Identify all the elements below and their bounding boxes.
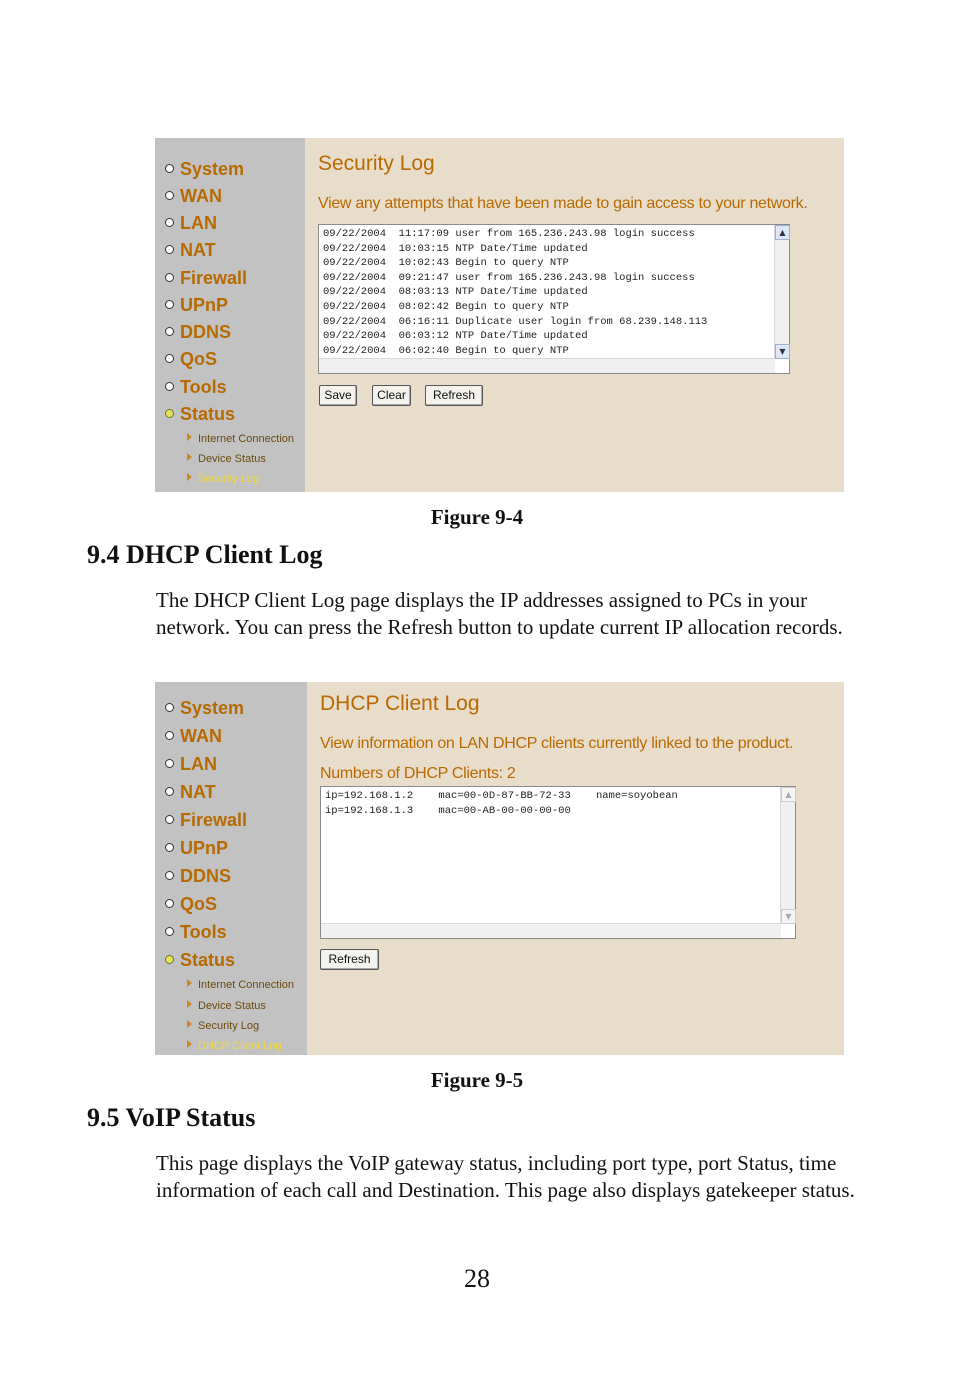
nav-qos[interactable]: QoS <box>165 894 217 915</box>
radio-selected-icon <box>165 955 174 964</box>
subnav-dhcp-client-log[interactable]: DHCP Client Log <box>187 1040 282 1052</box>
dhcp-client-textarea[interactable] <box>320 786 796 939</box>
nav-firewall[interactable]: Firewall <box>165 268 247 289</box>
horizontal-scrollbar[interactable] <box>319 358 775 373</box>
radio-icon <box>165 731 174 740</box>
radio-icon <box>165 382 174 391</box>
log-line: ip=192.168.1.2 mac=00-0D-87-BB-72-33 name=soyobean <box>325 790 678 802</box>
dhcp-client-count: Numbers of DHCP Clients: 2 <box>320 765 516 782</box>
radio-selected-icon <box>165 409 174 418</box>
subnav-internet-connection[interactable]: Internet Connection <box>187 979 294 991</box>
nav-qos[interactable]: QoS <box>165 349 217 370</box>
page-description: View information on LAN DHCP clients currently linked to the product. <box>320 735 794 752</box>
security-log-screenshot <box>155 138 844 492</box>
triangle-icon <box>187 1020 192 1028</box>
radio-icon <box>165 300 174 309</box>
horizontal-scrollbar[interactable] <box>321 923 781 938</box>
figure-caption: Figure 9-4 <box>430 505 524 529</box>
security-log-textarea[interactable] <box>318 224 790 374</box>
radio-icon <box>165 871 174 880</box>
page-description: View any attempts that have been made to gain access to your network. <box>318 195 808 212</box>
nav-wan[interactable]: WAN <box>165 186 222 207</box>
clear-button[interactable]: Clear <box>372 385 411 406</box>
dhcp-client-log-screenshot <box>155 682 844 1055</box>
radio-icon <box>165 245 174 254</box>
nav-firewall[interactable]: Firewall <box>165 810 247 831</box>
nav-wan[interactable]: WAN <box>165 726 222 747</box>
radio-icon <box>165 703 174 712</box>
radio-icon <box>165 815 174 824</box>
radio-icon <box>165 787 174 796</box>
log-line: 09/22/2004 06:03:12 NTP Date/Time updated <box>323 330 588 343</box>
vertical-scrollbar[interactable] <box>774 225 789 359</box>
nav-ddns[interactable]: DDNS <box>165 866 231 887</box>
log-line: 09/22/2004 06:16:11 Duplicate user login from 68.239.148.113 <box>323 315 708 328</box>
subnav-device-status[interactable]: Device Status <box>187 1000 266 1012</box>
refresh-button[interactable]: Refresh <box>425 385 483 406</box>
nav-tools[interactable]: Tools <box>165 377 227 398</box>
nav-system[interactable]: System <box>165 159 244 180</box>
triangle-icon <box>187 473 192 481</box>
log-line: ip=192.168.1.3 mac=00-AB-00-00-00-00 <box>325 804 571 817</box>
page-title: DHCP Client Log <box>320 692 480 715</box>
log-line: 09/22/2004 09:21:47 user from 165.236.243.98 login success <box>323 271 695 284</box>
log-line: 09/22/2004 11:17:09 user from 165.236.243.98 login success <box>323 228 695 240</box>
figure-caption: Figure 9-5 <box>430 1068 524 1092</box>
nav-system[interactable]: System <box>165 698 244 719</box>
nav-lan[interactable]: LAN <box>165 754 217 775</box>
log-line: 09/22/2004 10:03:15 NTP Date/Time updated <box>323 242 588 255</box>
subnav-security-log[interactable]: Security Log <box>187 473 259 485</box>
radio-icon <box>165 218 174 227</box>
scroll-up-icon[interactable]: ▲ <box>775 225 790 240</box>
scroll-down-icon[interactable]: ▼ <box>775 344 790 359</box>
nav-ddns[interactable]: DDNS <box>165 322 231 343</box>
page-number: 28 <box>464 1264 490 1293</box>
nav-upnp[interactable]: UPnP <box>165 295 228 316</box>
save-button[interactable]: Save <box>319 385 357 406</box>
radio-icon <box>165 354 174 363</box>
radio-icon <box>165 164 174 173</box>
sidebar-nav <box>155 682 307 1055</box>
triangle-icon <box>187 433 192 441</box>
radio-icon <box>165 899 174 908</box>
scroll-down-icon[interactable]: ▼ <box>781 909 796 924</box>
subnav-internet-connection[interactable]: Internet Connection <box>187 433 294 445</box>
scroll-up-icon[interactable]: ▲ <box>781 787 796 802</box>
triangle-icon <box>187 1040 192 1048</box>
triangle-icon <box>187 1000 192 1008</box>
radio-icon <box>165 759 174 768</box>
section-heading: 9.5 VoIP Status <box>87 1103 256 1132</box>
log-line: 09/22/2004 10:02:43 Begin to query NTP <box>323 257 569 270</box>
nav-status[interactable]: Status <box>165 404 235 425</box>
radio-icon <box>165 191 174 200</box>
nav-nat[interactable]: NAT <box>165 782 216 803</box>
nav-tools[interactable]: Tools <box>165 922 227 943</box>
radio-icon <box>165 843 174 852</box>
section-paragraph: This page displays the VoIP gateway status, including port type, port Status, time information of each call and Destination. This page also displays gatekeeper status. <box>156 1151 855 1202</box>
nav-nat[interactable]: NAT <box>165 240 216 261</box>
refresh-button[interactable]: Refresh <box>320 949 379 970</box>
nav-upnp[interactable]: UPnP <box>165 838 228 859</box>
section-paragraph: The DHCP Client Log page displays the IP addresses assigned to PCs in your network. You can press the Refresh button to update current IP allocation records. <box>156 588 843 639</box>
sidebar-nav <box>155 138 305 492</box>
triangle-icon <box>187 979 192 987</box>
triangle-icon <box>187 453 192 461</box>
subnav-device-status[interactable]: Device Status <box>187 453 266 465</box>
radio-icon <box>165 327 174 336</box>
subnav-security-log[interactable]: Security Log <box>187 1020 259 1032</box>
nav-status[interactable]: Status <box>165 950 235 971</box>
log-line: 09/22/2004 08:02:42 Begin to query NTP <box>323 301 569 313</box>
radio-icon <box>165 927 174 936</box>
radio-icon <box>165 273 174 282</box>
log-line: 09/22/2004 06:02:40 Begin to query NTP <box>323 344 569 357</box>
page-title: Security Log <box>318 152 435 175</box>
vertical-scrollbar[interactable] <box>780 787 795 924</box>
section-heading: 9.4 DHCP Client Log <box>87 540 323 569</box>
log-line: 09/22/2004 08:03:13 NTP Date/Time updated <box>323 286 588 299</box>
nav-lan[interactable]: LAN <box>165 213 217 234</box>
